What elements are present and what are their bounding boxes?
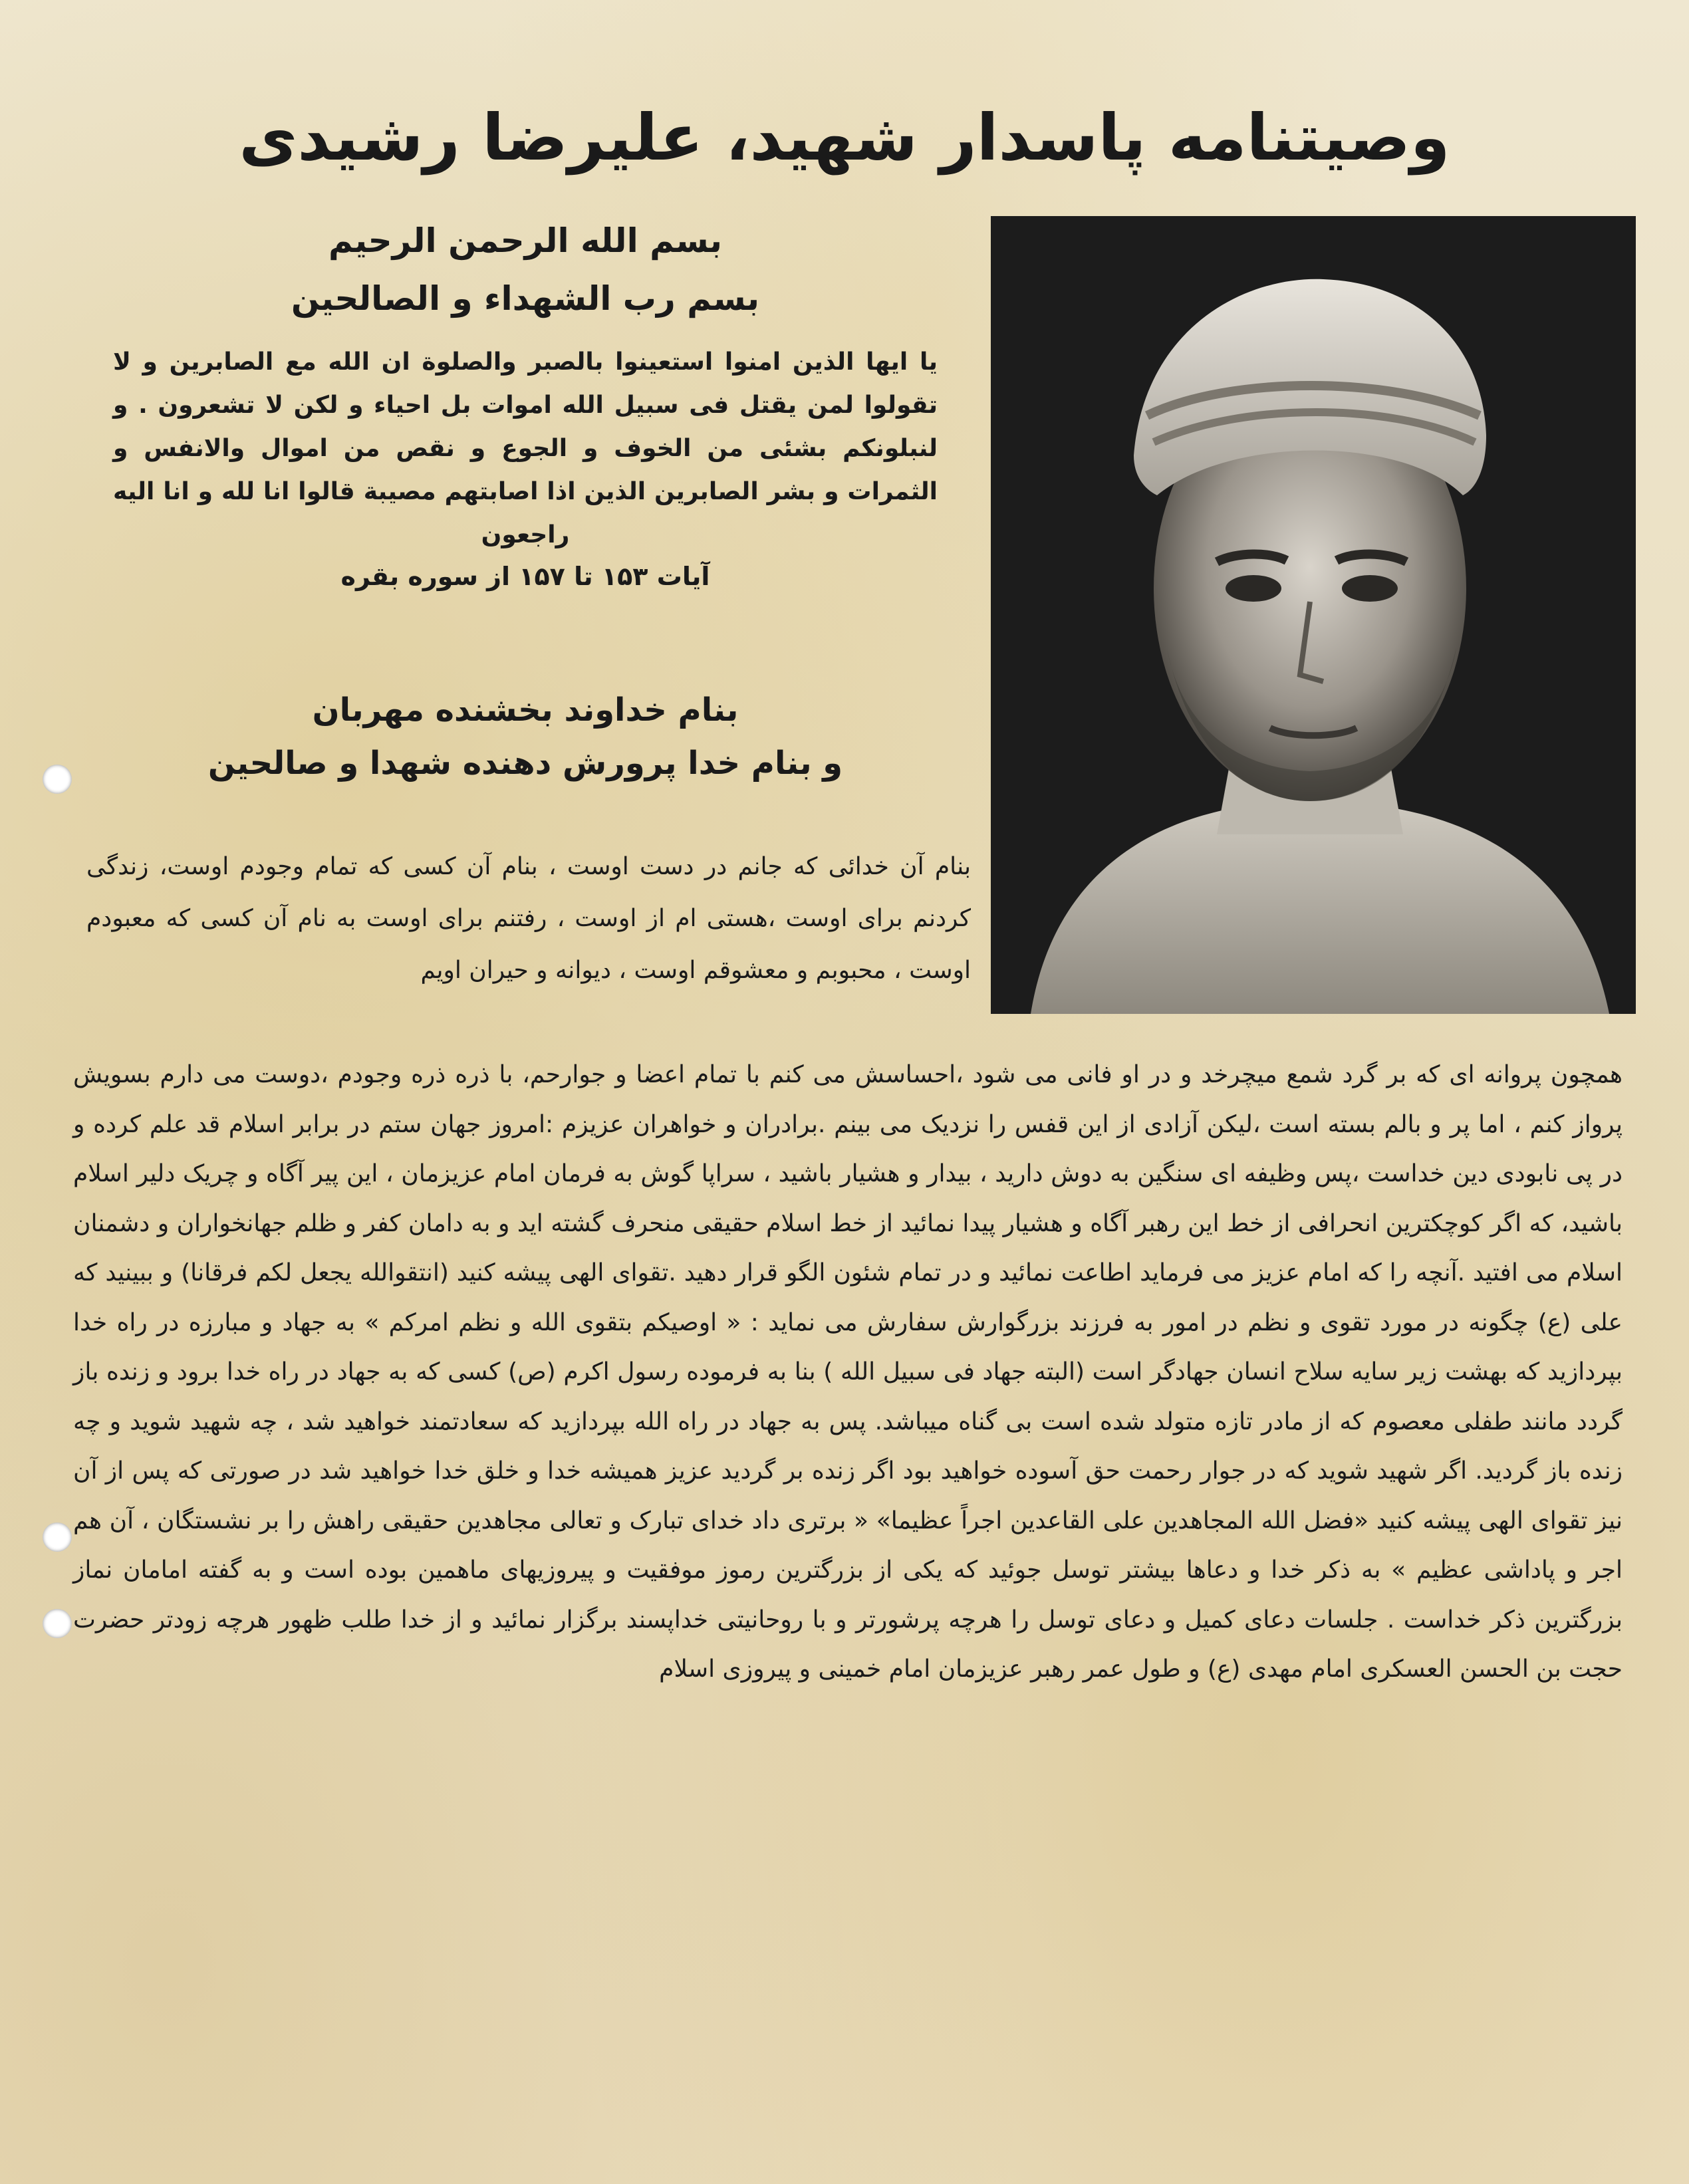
portrait-photo-art: [991, 216, 1636, 1014]
header-block: [80, 219, 971, 594]
intro-paragraph: بنام آن خدائی که جانم در دست اوست ، بنام آن کسی که تمام وجودم اوست، زندگی کردنم برای اوست ،هستی ام از اوست ، رفتنم برای اوست به نام آن کسی که معبودم اوست ، محبوبم و معشوقم اوست ، دیوانه و حیران اویم: [86, 853, 971, 984]
punch-hole: [43, 1522, 72, 1552]
quran-verse: یا ایها الذین امنوا استعینوا بالصبر والصلوة ان الله مع الصابرین و لا تقولوا لمن یقتل فی سبیل الله اموات بل احیاء و لکن لا تشعرون . و لنبلونکم بشئی من الخوف و الجوع و نقص من اموال والانفس و الثمرات و بشر الصابرین الذین اذا اصابتهم مصیبة قالوا انا لله و انا الیه راجعون: [113, 348, 938, 548]
portrait-photo-icon: [991, 216, 1636, 1014]
invocation-line-1: بنام خداوند بخشنده مهربان: [312, 691, 739, 729]
rabb-heading: بسم رب الشهداء و الصالحین: [291, 279, 760, 318]
verse-reference: آیات ۱۵۳ تا ۱۵۷ از سوره بقره: [340, 562, 710, 591]
punch-hole: [43, 765, 72, 794]
body-paragraph: همچون پروانه ای که بر گرد شمع میچرخد و در او فانی می شود ،احساسش می کنم با تمام اعضا و جوارحم، با ذره ذره وجودم ،دوست می دارم بسویش پرواز کنم ، اما پر و بالم بسته است ،لیکن آزادی از این قفس را نزدیک می بینم .برادران و خواهران عزیزم :امروز جهان ستم در برابر اسلام قد علم کرده و در پی نابودی دین خداست ،پس وظیفه ای سنگین به دوش دارید ، بیدار و هشیار باشید ، سراپا گوش به فرمان امام عزیزمان ، این پیر آگاه و چریک دلیر اسلام باشید، که اگر کوچکترین انحرافی از خط این رهبر آگاه و هشیار پیدا نمائید از خط اسلام حقیقی منحرف گشته اید و به دامان کفر و ظلم جهانخواران و دشمنان اسلام می افتید .آنچه را که امام عزیز می فرماید اطاعت نمائید و در تمام شئون الگو قرار دهید .تقوای الهی پیشه کنید (انتقوالله یجعل لکم فرقانا) و ببینید که علی (ع) چگونه در مورد تقوی و نظم در امور به فرزند بزرگوارش سفارش می نماید : « اوصیکم بتقوی الله و نظم امرکم » به جهاد و مبارزه در راه خدا بپردازید که بهشت زیر سایه سلاح انسان جهادگر است (البته جهاد فی سبیل الله ) بنا به فرموده رسول اکرم (ص) کسی که به جهاد در راه خدا برود و زنده باز گردد مانند طفلی معصوم که از مادر تازه متولد شده است بی گناه میباشد. پس به جهاد در راه الله بپردازید که سعادتمند خواهید شد ، چه شهید شوید و چه زنده باز گردید. اگر شهید شوید که در جوار رحمت حق آسوده خواهید بود اگر زنده بر گردید عزیز همیشه خدا و خلق خدا خواهید شد در صورتی که پس از آن نیز تقوای الهی پیشه کنید «فضل الله المجاهدین علی القاعدین اجراً عظیما» « برتری داد خدای تبارک و تعالی مجاهدین حقیقی راهش را بر نشستگان ، آن هم اجر و پاداشی عظیم » به ذکر خدا و دعاها بیشتر توسل جوئید که یکی از بزرگترین رموز موفقیت و پیروزیهای ماهمین بوده است و به گفته امامان نماز بزرگترین ذکر خداست . جلسات دعای کمیل و دعای توسل را هرچه پرشورتر و با روحانیتی خداپسند برگزار نمائید و از خدا طلب ظهور هرچه زودتر حضرت حجت بن الحسن العسکری امام مهدی (ع) و طول عمر رهبر عزیزمان امام خمینی و پیروزی اسلام: [73, 1061, 1623, 1683]
invocation-line-2: و بنام خدا پرورش دهنده شهدا و صالحین: [207, 745, 843, 782]
document-title: وصیتنامه پاسدار شهید، علیرضا رشیدی: [239, 100, 1450, 175]
punch-hole: [43, 1609, 72, 1638]
bismillah-heading: بسم الله الرحمن الرحیم: [328, 221, 722, 260]
